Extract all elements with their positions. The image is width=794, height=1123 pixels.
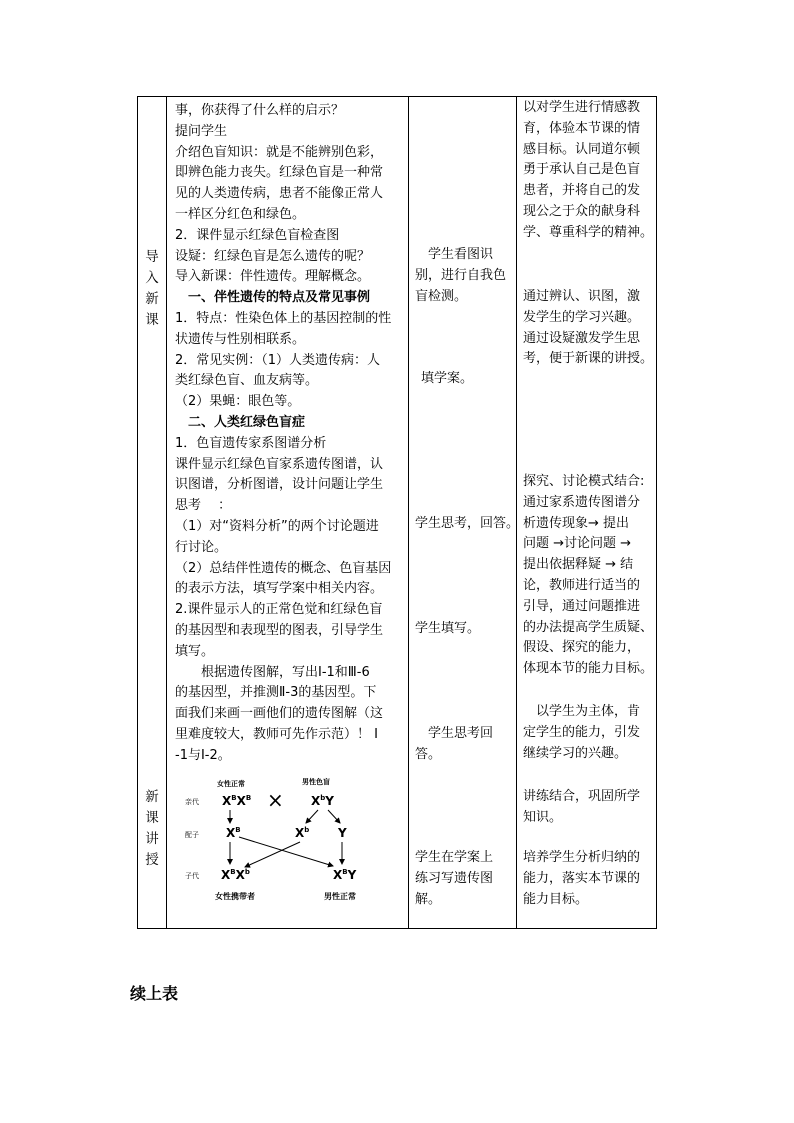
text-line: （2）果蝇：眼色等。 <box>175 394 301 410</box>
genotype-female-parent: $X^BX^B$ <box>222 794 252 808</box>
text-line: 2．常见实例：（1）人类遗传病：人 <box>175 352 381 368</box>
genotype-male-offspring: $X^BY$ <box>333 868 357 882</box>
male-blind-label: 男性色盲 <box>302 778 330 786</box>
design-intent-3: 探究、讨论模式结合: 通过家系遗传图谱分 析遗传现象→ 提出 问题 →讨论问题 → 提出依据释疑 → 结 论，教师进行适当的 引导，通过问题推进 的办法提高学生质疑、 假设、探究的能力， 体现本节的能力目标。 <box>523 474 654 677</box>
student-activity-3: 学生思考，回答。 <box>415 516 520 531</box>
student-activity-2: 填学案。 <box>421 371 474 386</box>
text-line: （2）总结伴性遗传的概念、色盲基因 <box>175 560 392 576</box>
text-line: 设疑：红绿色盲是怎么遗传的呢？ <box>175 248 371 264</box>
inheritance-diagram <box>173 775 399 905</box>
design-intent-4: 以学生为主体，肯 定学生的能力，引发 继续学习的兴趣。 <box>523 704 641 761</box>
text-line: 介绍色盲知识：就是不能辨别色彩， <box>175 144 384 160</box>
text-line: 面我们来画一画他们的遗传图解（这 <box>175 706 384 722</box>
student-activity-5: 学生思考回 答。 <box>415 726 494 762</box>
text-line: 即辨色能力丧失。红绿色盲是一种常 <box>175 165 384 181</box>
genotype-male-parent: $X^bY$ <box>311 794 334 808</box>
text-line: 2.课件显示人的正常色觉和红绿色盲 <box>175 602 383 618</box>
text-line: 的基因型，并推测Ⅱ-3的基因型。下 <box>175 685 377 701</box>
teacher-activity-column <box>167 97 408 928</box>
female-normal-label: 女性正常 <box>217 780 245 788</box>
text-line: 的基因型和表现型的图表，引导学生 <box>175 622 384 638</box>
section-label-lecture: 新 课 讲 授 <box>145 789 159 868</box>
gamete-xb: $X^b$ <box>295 826 310 840</box>
text-line: 课件显示红绿色盲家系遗传图谱，认 <box>175 456 384 472</box>
heading-sex-linked: 一、伴性遗传的特点及常见事例 <box>188 290 371 306</box>
text-line: 1．特点：性染色体上的基因控制的性 <box>175 310 392 326</box>
text-line: 1．色盲遗传家系图谱分析 <box>175 435 327 451</box>
text-line: 事，你获得了什么样的启示？ <box>175 103 345 118</box>
section-label-intro: 导 入 新 课 <box>145 249 159 328</box>
design-intent-1: 以对学生进行情感教 育，体验本节课的情 感目标。认同道尔顿 勇于承认自己是色盲 患者，并将自己的发 现公之于众的献身科 学、尊重科学的精神。 <box>523 100 654 240</box>
text-line: 2．课件显示红绿色盲检查图 <box>175 227 340 243</box>
text-line: 识图谱，分析图谱，设计问题让学生 <box>175 477 384 493</box>
text-line: 思考 ： <box>175 498 232 514</box>
gamete-y: Y <box>338 826 347 840</box>
gamete-xB: $X^B$ <box>226 826 241 840</box>
genotype-female-offspring: $X^BX^b$ <box>221 868 250 882</box>
text-line: 导入新课：伴性遗传。理解概念。 <box>175 269 371 285</box>
text-line: （1）对“资料分析”的两个讨论题进 <box>175 518 379 534</box>
row-label-parent: 亲代 <box>185 798 199 806</box>
student-activity-4: 学生填写。 <box>415 621 481 636</box>
text-line: -1与Ⅰ-2。 <box>175 747 231 763</box>
student-activity-1: 学生看图识 别，进行自我色 盲检测。 <box>415 247 507 304</box>
design-intent-column <box>517 97 657 928</box>
design-intent-6: 培养学生分析归纳的 能力，落实本节课的 能力目标。 <box>523 850 641 907</box>
text-line: 的表示方法，填写学案中相关内容。 <box>175 581 384 597</box>
design-intent-2: 通过辨认、识图，激 发学生的学习兴趣。 通过设疑激发学生思 考，便于新课的讲授。 <box>523 289 654 367</box>
continued-table-heading: 续上表 <box>130 984 179 1003</box>
male-normal-label: 男性正常 <box>324 892 356 901</box>
text-line: 一样区分红色和绿色。 <box>175 206 306 222</box>
lesson-plan-table <box>137 96 657 929</box>
student-activity-column <box>409 97 520 928</box>
design-intent-5: 讲练结合，巩固所学 知识。 <box>523 789 641 825</box>
student-activity-6: 学生在学案上 练习写遗传图 解。 <box>415 850 494 907</box>
heading-colorblindness: 二、人类红绿色盲症 <box>188 414 306 430</box>
text-line: 类红绿色盲、血友病等。 <box>175 373 319 389</box>
row-label-offspring: 子代 <box>185 872 199 880</box>
text-line: 行讨论。 <box>175 539 228 555</box>
row-label-gamete: 配子 <box>185 831 199 839</box>
female-carrier-label: 女性携带者 <box>215 892 255 901</box>
text-line: 根据遗传图解，写出Ⅰ-1和Ⅲ-6 <box>201 664 370 680</box>
text-line: 状遗传与性别相联系。 <box>175 331 306 347</box>
text-line: 提问学生 <box>175 123 228 139</box>
text-line: 填写。 <box>175 643 215 659</box>
cross-symbol: × <box>267 788 284 812</box>
text-line: 里难度较大，教师可先作示范）！ Ⅰ <box>175 726 378 742</box>
text-line: 见的人类遗传病，患者不能像正常人 <box>175 186 384 202</box>
section-label-column <box>138 97 166 928</box>
